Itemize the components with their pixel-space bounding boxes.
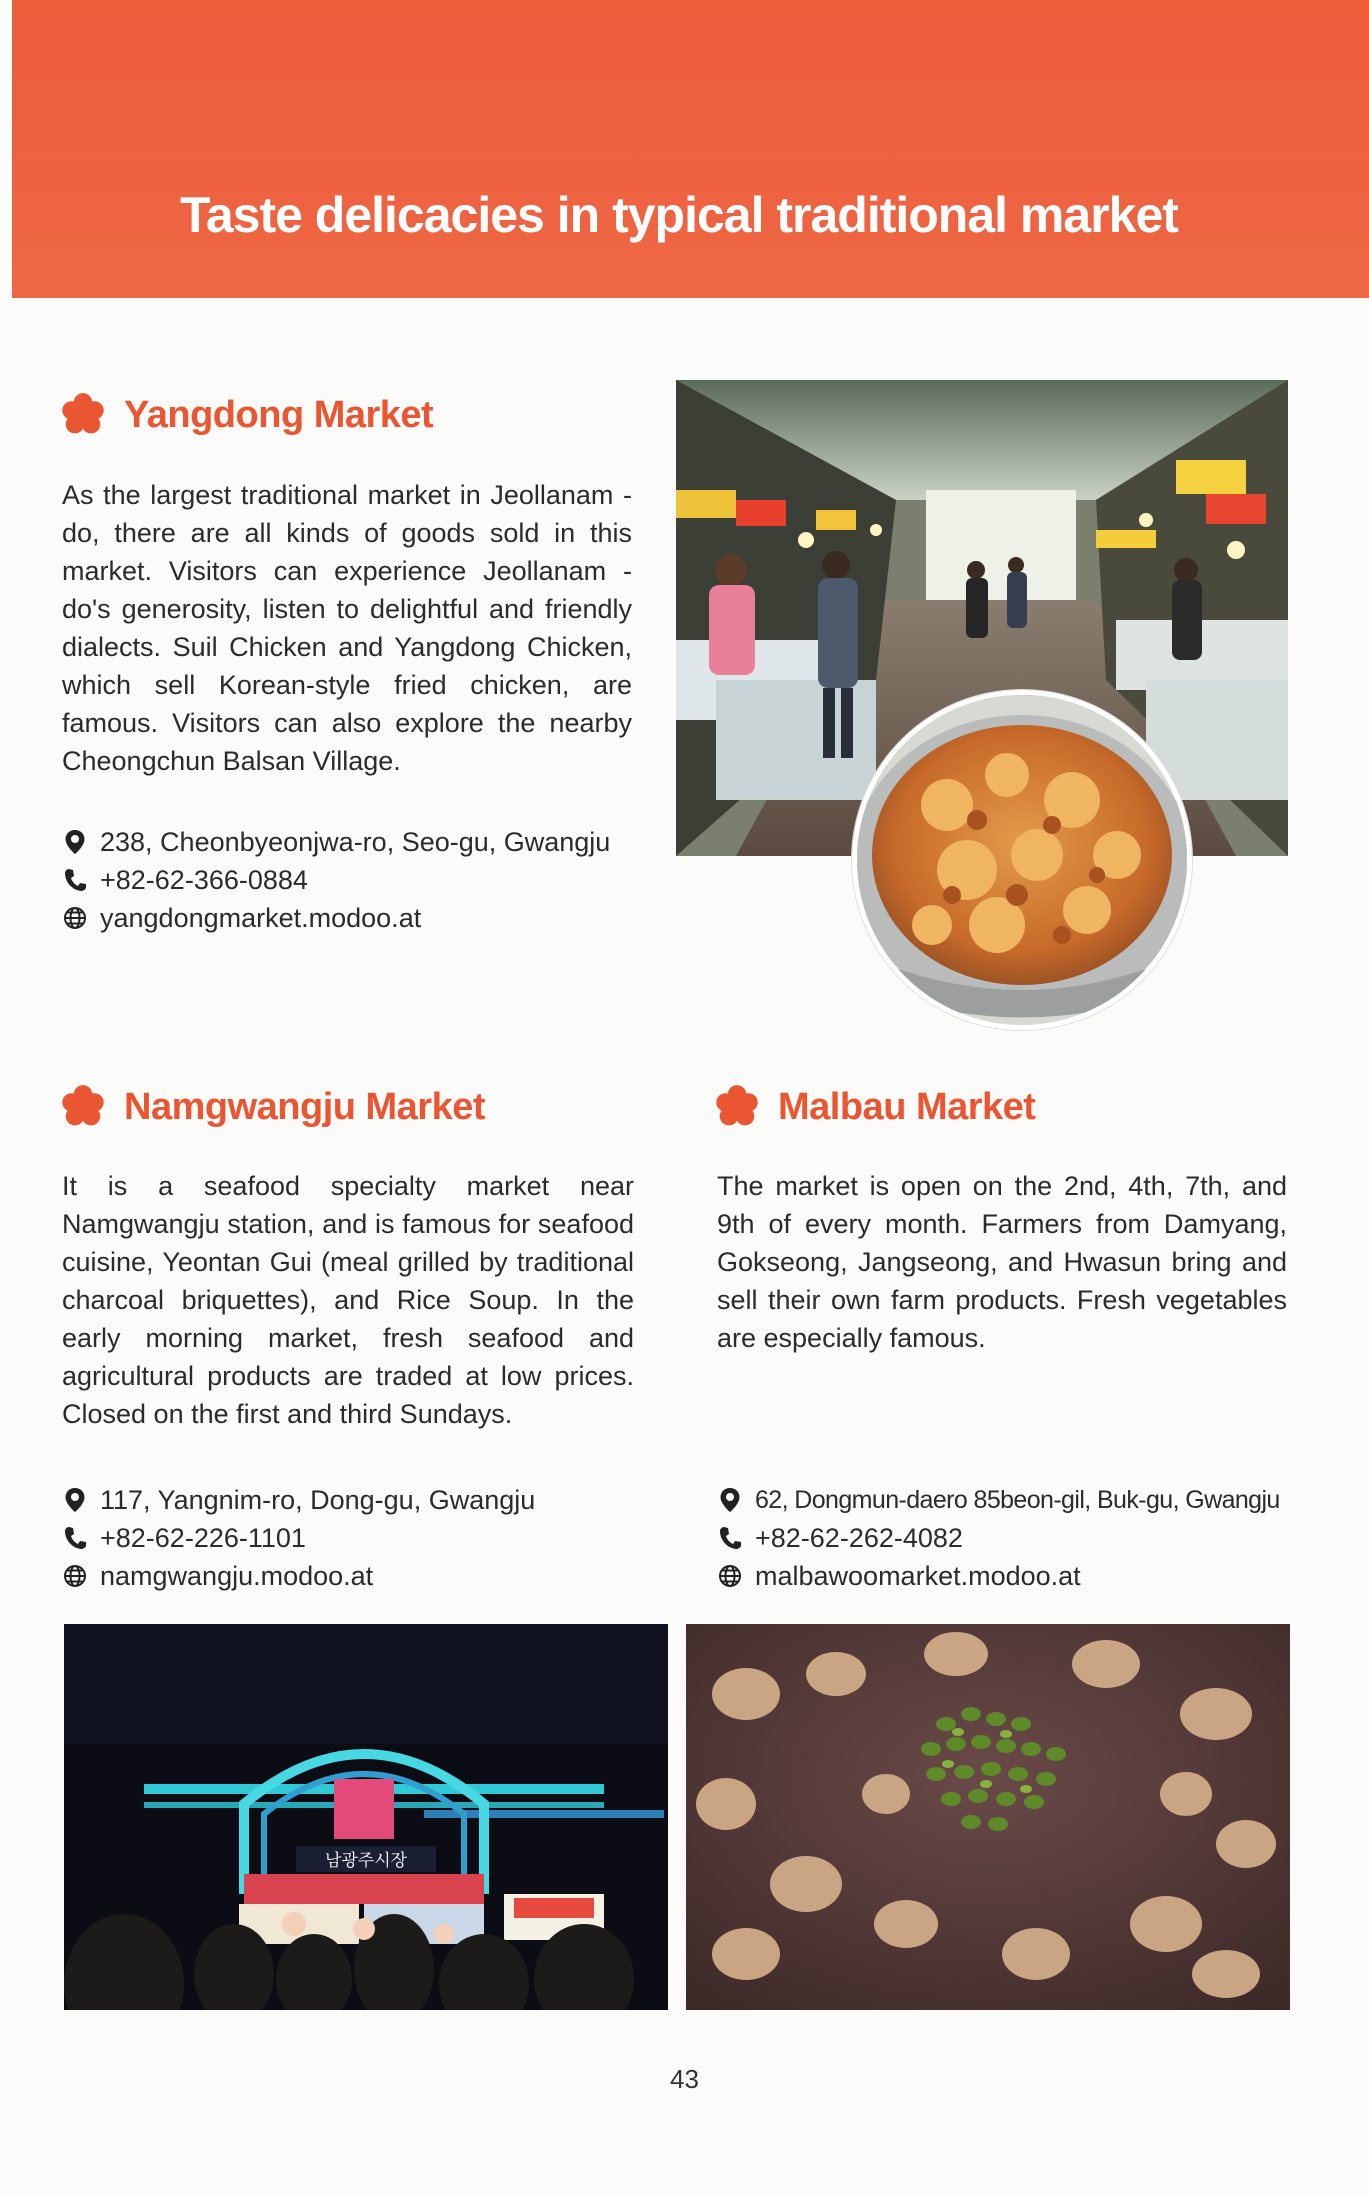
namgwangju-title xyxy=(60,1084,485,1130)
map-pin-icon xyxy=(62,1487,88,1513)
namgwangju-info xyxy=(62,1481,535,1595)
namgwangju-description: It is a seafood specialty market near Namgwangju station, and is famous for seafood cuisine, Yeontan Gui (meal grilled by traditional charcoal briquettes), and Rice Soup. In the early morning market, fresh seafood and agricultural products are traded at low prices. Closed on the first and third Sundays. xyxy=(62,1171,634,1429)
page-number: 43 xyxy=(670,2064,699,2094)
phone-text: +82-62-262-4082 xyxy=(755,1523,963,1553)
address-row xyxy=(717,1481,1280,1519)
flower-icon xyxy=(714,1084,760,1130)
phone-row xyxy=(717,1519,1280,1557)
malbau-title xyxy=(714,1084,1035,1130)
yangdong-info xyxy=(62,823,610,937)
fried-chicken-photo xyxy=(852,690,1192,1030)
map-pin-icon xyxy=(62,829,88,855)
flower-icon xyxy=(60,1084,106,1130)
website-link[interactable]: malbawoomarket.modoo.at xyxy=(755,1561,1081,1591)
phone-icon xyxy=(62,1525,88,1551)
address-text: 238, Cheonbyeonjwa-ro, Seo-gu, Gwangju xyxy=(100,827,611,857)
malbau-description: The market is open on the 2nd, 4th, 7th, and 9th of every month. Farmers from Damyang, Gokseong, Jangseong, and Hwasun bring and sell their own farm products. Fresh vegetables are especially famous. xyxy=(717,1171,1287,1353)
phone-text: +82-62-366-0884 xyxy=(100,865,308,895)
website-row xyxy=(62,899,610,937)
page-title: Taste delicacies in typical traditional market xyxy=(180,187,1178,243)
website-row xyxy=(717,1557,1280,1595)
phone-text: +82-62-226-1101 xyxy=(100,1523,306,1553)
section-title-text: Namgwangju Market xyxy=(124,1085,486,1128)
website-row xyxy=(62,1557,535,1595)
flower-icon xyxy=(60,392,106,438)
globe-icon xyxy=(62,1563,88,1589)
address-text: 62, Dongmun-daero 85beon-gil, Buk-gu, Gwangju xyxy=(755,1486,1280,1514)
website-link[interactable]: namgwangju.modoo.at xyxy=(100,1561,374,1591)
market-sign-text: 남광주시장 xyxy=(324,1851,408,1871)
phone-row xyxy=(62,861,610,899)
yangdong-title xyxy=(60,392,433,438)
red-bean-porridge-photo xyxy=(686,1624,1290,2010)
phone-icon xyxy=(62,867,88,893)
malbau-info xyxy=(717,1481,1280,1595)
address-row xyxy=(62,1481,535,1519)
section-title-text: Yangdong Market xyxy=(124,393,434,436)
phone-icon xyxy=(717,1525,743,1551)
phone-row xyxy=(62,1519,535,1557)
header-banner xyxy=(12,0,1369,298)
namgwangju-night-photo xyxy=(64,1624,668,2010)
globe-icon xyxy=(717,1563,743,1589)
map-pin-icon xyxy=(717,1487,743,1513)
section-title-text: Malbau Market xyxy=(778,1085,1036,1128)
yangdong-description: As the largest traditional market in Jeollanam -do, there are all kinds of goods sold in this market. Visitors can experience Jeollanam -do's generosity, listen to delightful and friendly dialects. Suil Chicken and Yangdong Chicken, which sell Korean-style fried chicken, are famous. Visitors can also explore the nearby Cheongchun Balsan Village. xyxy=(62,480,632,776)
address-row xyxy=(62,823,610,861)
website-link[interactable]: yangdongmarket.modoo.at xyxy=(100,903,422,933)
address-text: 117, Yangnim-ro, Dong-gu, Gwangju xyxy=(100,1485,536,1515)
globe-icon xyxy=(62,905,88,931)
